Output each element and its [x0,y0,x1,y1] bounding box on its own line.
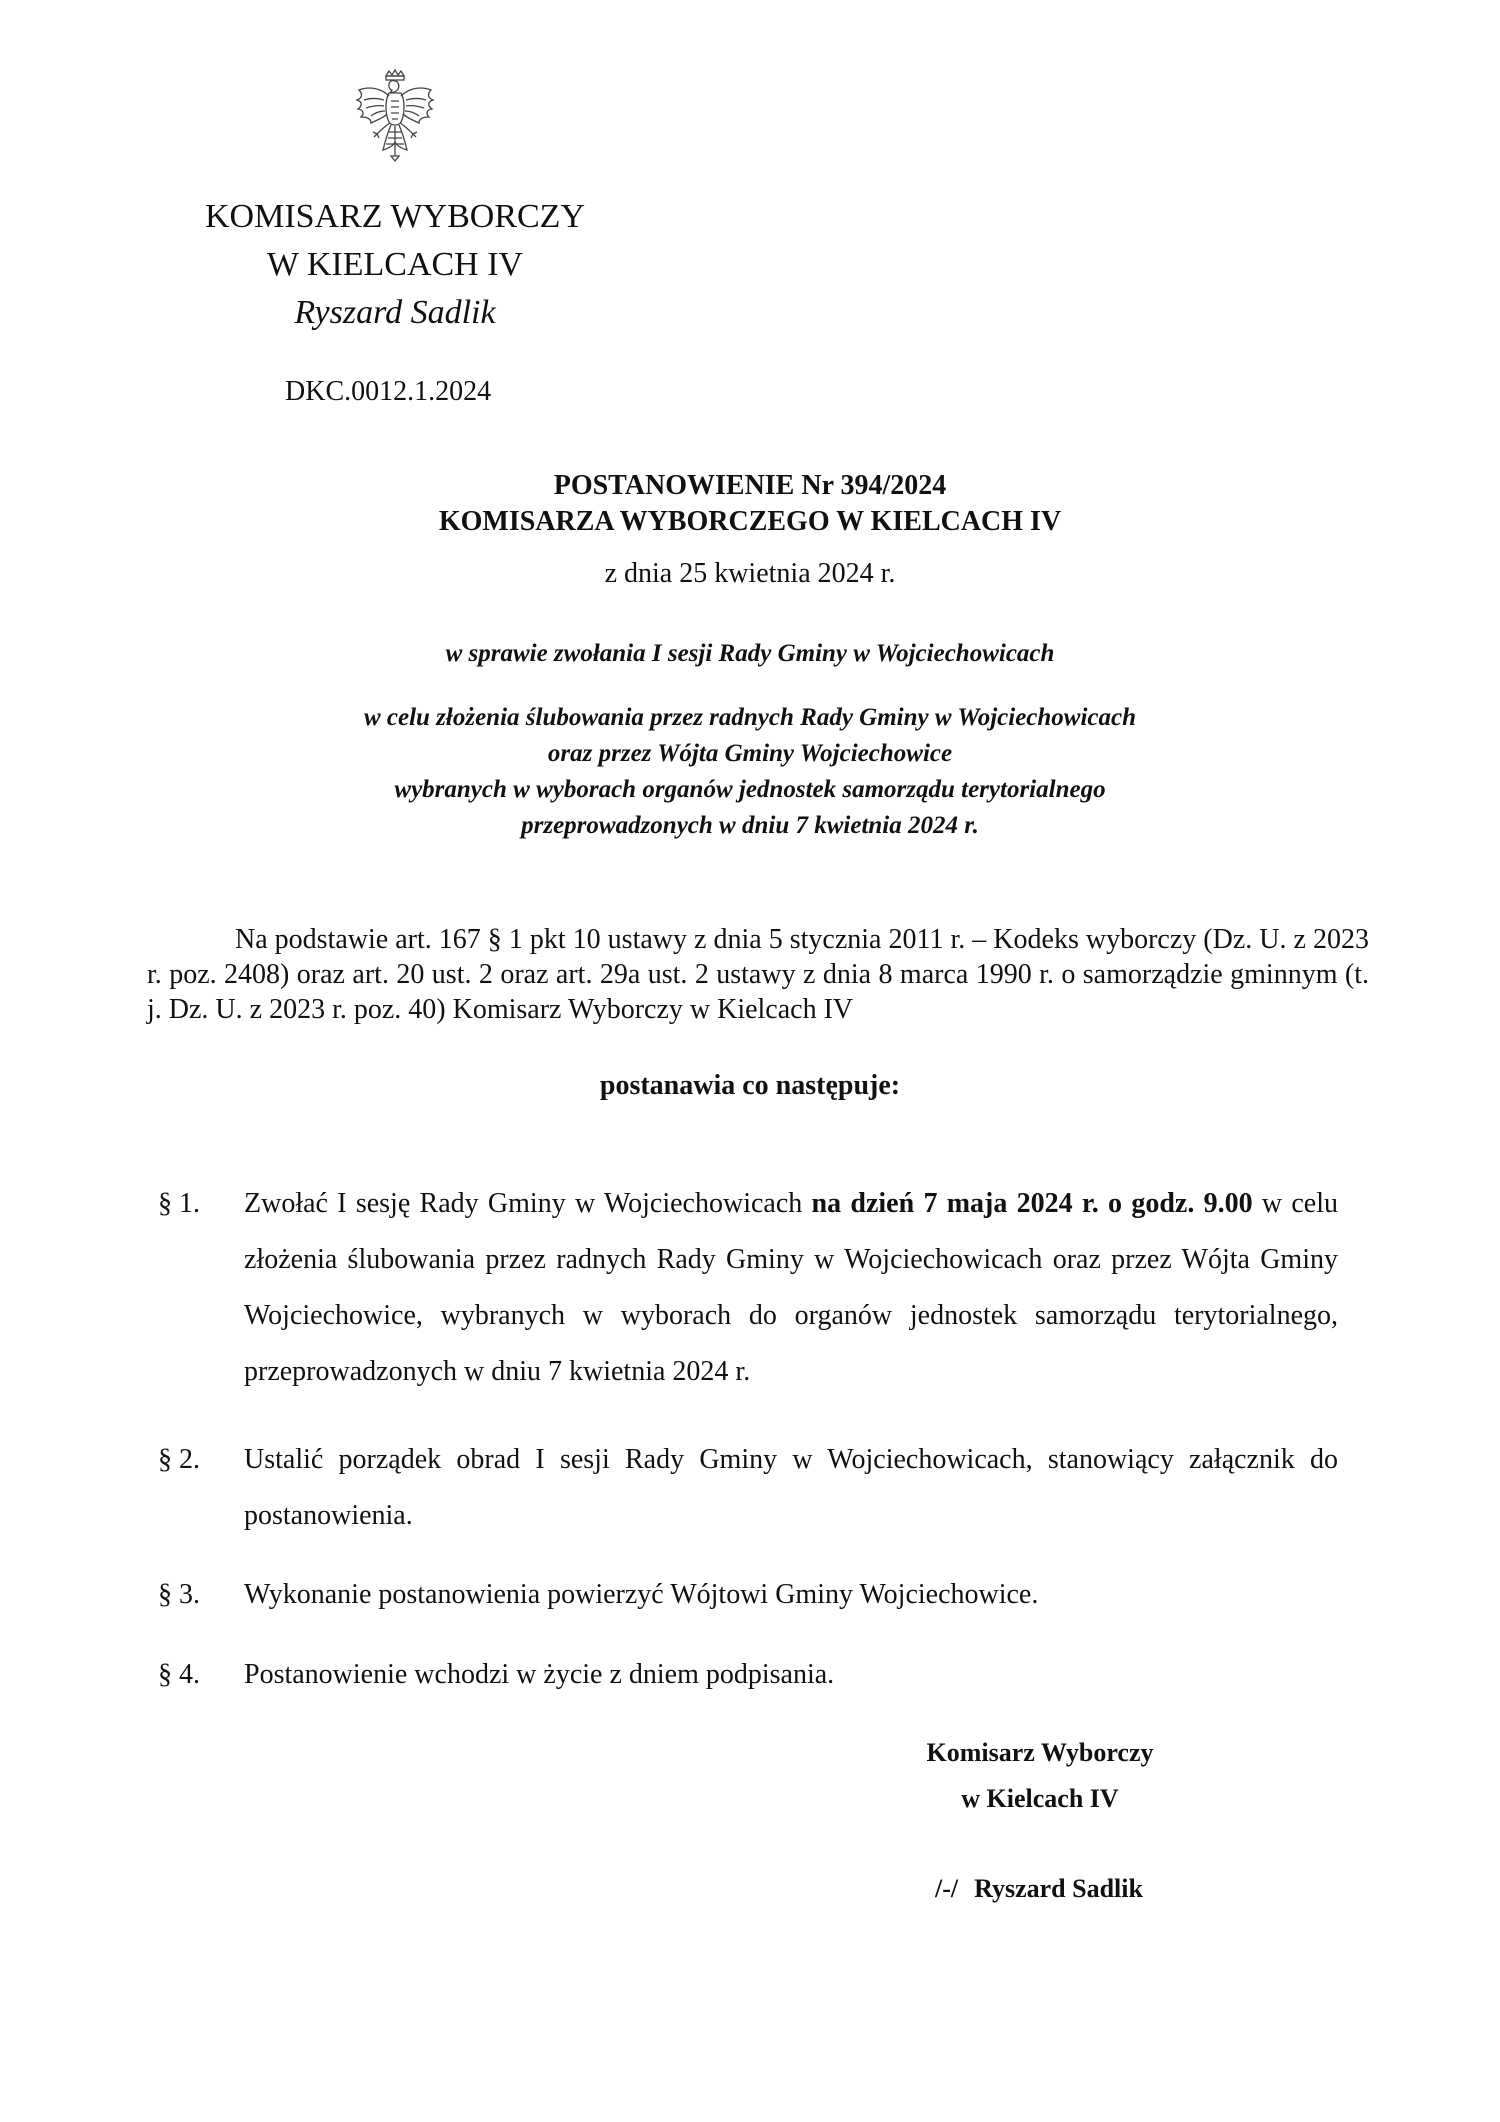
authority-location: W KIELCACH IV [266,246,524,283]
eagle-emblem-icon [353,68,437,164]
paragraph-text: Postanowienie wchodzi w życie z dniem podpisania. [244,1659,835,1690]
paragraph-text: Wykonanie postanowienia powierzyć Wójtowi Gminy Wojciechowice. [244,1579,1039,1610]
subject-line: w sprawie zwołania I sesji Rady Gminy w Wojciechowicach [445,640,1055,667]
document-title: POSTANOWIENIE Nr 394/2024 [553,470,947,501]
purpose-line: w celu złożenia ślubowania przez radnych Rady Gminy w Wojciechowicach [363,704,1137,731]
paragraph-number: § 3. [158,1579,200,1610]
reference-number: DKC.0012.1.2024 [285,376,492,407]
legal-basis [147,922,1369,1027]
purpose-line: przeprowadzonych w dniu 7 kwietnia 2024 r. [521,812,979,839]
purpose-line: wybranych w wyborach organów jednostek samorządu terytorialnego [394,776,1106,803]
decision-heading: postanawia co następuje: [599,1070,901,1101]
signature-name: Ryszard Sadlik [974,1874,1143,1903]
signature-location: w Kielcach IV [961,1784,1119,1813]
document-issuer: KOMISARZA WYBORCZEGO W KIELCACH IV [438,506,1062,537]
purpose-line: oraz przez Wójta Gminy Wojciechowice [547,740,953,767]
document-date: z dnia 25 kwietnia 2024 r. [604,558,896,589]
paragraph-text: Ustalić porządek obrad I sesji Rady Gminy w Wojciechowicach, stanowiący załącznik do postanowienia. [244,1444,1338,1531]
paragraph-text [244,1176,1338,1400]
purpose-block [150,700,1350,844]
authority-title: KOMISARZ WYBORCZY [204,198,585,235]
authority-name: Ryszard Sadlik [294,294,496,331]
signature-mark: /-/ [935,1874,959,1903]
paragraph-number: § 1. [158,1188,200,1219]
paragraph-text-part: w celu złożenia ślubowania przez radnych Rady Gminy w Wojciechowicach oraz przez Wójta Gminy Wojciechowice, wybranych w wyborach do organów jednostek samorządu terytorialnego, przeprowadzonych w dniu 7 kwietnia 2024 r. [244,1188,1339,1387]
session-date-time: na dzień 7 maja 2024 r. o godz. 9.00 [811,1188,1253,1219]
paragraph-number: § 2. [158,1444,200,1475]
paragraph-number: § 4. [158,1659,200,1690]
legal-basis-text: Na podstawie art. 167 § 1 pkt 10 ustawy z dnia 5 stycznia 2011 r. – Kodeks wyborczy (Dz. U. z 2023 r. poz. 2408) oraz art. 20 ust. 2 oraz art. 29a ust. 2 ustawy z dnia 8 marca 1990 r. o samorządzie gminnym (t. j. Dz. U. z 2023 r. poz. 40) Komisarz Wyborczy w Kielcach IV [147,924,1369,1025]
paragraph-text-part: Zwołać I sesję Rady Gminy w Wojciechowicach [244,1188,812,1219]
signature-line [935,1874,1143,1904]
signature-title: Komisarz Wyborczy [926,1738,1154,1767]
